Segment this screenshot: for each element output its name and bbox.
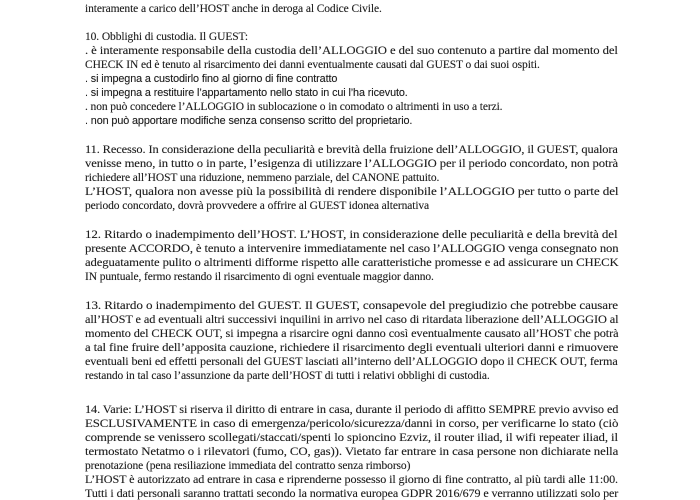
text-line: comprende se venissero scollegati/staccati/spenti lo spioncino Ezviz, il router iliad, il wifi repeater iliad, il — [85, 432, 618, 444]
bullet-line: . non può concedere l’ALLOGGIO in sublocazione o in comodato o altrimenti in uso a terzi. — [85, 101, 503, 113]
clause-14-varie — [85, 403, 618, 500]
intro-carryover-line: interamente a carico dell’HOST anche in deroga al Codice Civile. — [85, 3, 382, 15]
clause-10-obblighi-di-custodia — [85, 30, 618, 128]
text-line: L’HOST, qualora non avesse più la possibilità di rendere disponibile l’ALLOGGIO per tutto o parte del — [85, 186, 619, 198]
text-line: restando in tal caso l’assunzione da parte dell’HOST di tutti i relativi obblighi di custodia. — [85, 370, 490, 382]
clause-11-heading-line: 11. Recesso. In considerazione della peculiarità e brevità della fruizione dell’ALLOGGIO, il GUEST, qualora — [85, 144, 618, 156]
text-line: CHECK IN ed è tenuto al risarcimento dei danni eventualmente causati dal GUEST o dai suoi ospiti. — [85, 59, 540, 71]
bullet-line: . si impegna a custodirlo fino al giorno di fine contratto — [85, 73, 338, 85]
text-line: periodo concordato, dovrà provvedere a offrire al GUEST idonea alternativa — [85, 200, 430, 212]
clause-10-heading-line: 10. Obblighi di custodia. Il GUEST: — [85, 31, 248, 43]
clause-12-inadempimento-host — [85, 228, 618, 284]
clause-11-recesso — [85, 143, 618, 213]
text-line: adeguatamente pulito o altrimenti difforme rispetto alle caratteristiche promesse e ad assicurare un CHECK — [85, 257, 619, 269]
clause-13-heading-line: 13. Ritardo o inadempimento del GUEST. Il GUEST, consapevole del pregiudizio che potrebbe causare — [85, 300, 618, 312]
text-line: termostato Netatmo o i rilevatori (fumo, CO, gas)). Vietato far entrare in casa persone non dichiarate nella — [85, 446, 619, 458]
text-line: a tal fine fruire dell’apposita cauzione, richiedere il risarcimento degli eventuali ulteriori danni e rimuovere — [85, 342, 619, 354]
text-line: momento del CHECK OUT, si impegna a risarcire ogni danno così eventualmente causato all’HOST che potrà — [85, 328, 619, 340]
text-line: all’HOST e ad eventuali altri successivi inquilini in arrivo nel caso di ritardata liberazione dell’ALLOGGIO al — [85, 314, 619, 326]
clause-13-inadempimento-guest — [85, 299, 618, 383]
text-line: venisse meno, in tutto o in parte, l’esigenza di utilizzare l’ALLOGGIO per il periodo concordato, non potrà — [85, 158, 618, 170]
text-line: Tutti i dati personali saranno trattati secondo la normativa europea GDPR 2016/679 e verranno utilizzati solo per — [85, 488, 619, 500]
text-line: eventuali beni ed effetti personali del GUEST lasciati all’interno dell’ALLOGGIO dopo il CHECK OUT, ferma — [85, 356, 618, 368]
text-line: ESCLUSIVAMENTE in caso di emergenza/pericolo/sicurezza/danni in corso, per verificarne lo stato (ciò — [85, 418, 619, 430]
clause-12-heading-line: 12. Ritardo o inadempimento dell’HOST. L’HOST, in considerazione delle peculiarità e della brevità del — [85, 229, 618, 241]
clause-14-heading-line: 14. Varie: L’HOST si riserva il diritto di entrare in casa, durante il periodo di affitto SEMPRE previo avviso ed — [85, 404, 619, 416]
text-line: L’HOST è autorizzato ad entrare in casa e riprenderne possesso il giorno di fine contratto, al più tardi alle 11:00. — [85, 474, 618, 486]
text-line: richiedere all’HOST una riduzione, nemmeno parziale, del CANONE pattuito. — [85, 172, 440, 184]
text-line: prenotazione (pena resiliazione immediata del contratto senza rimborso) — [85, 460, 411, 472]
text-line: presente ACCORDO, è tenuto a intervenire immediatamente nel caso l’ALLOGGIO venga consegnato non — [85, 243, 619, 255]
bullet-line: . si impegna a restituire l’appartamento nello stato in cui l’ha ricevuto. — [85, 87, 408, 99]
text-line: IN puntuale, fermo restando il risarcimento di ogni eventuale maggior danno. — [85, 271, 434, 283]
bullet-line: . non può apportare modifiche senza consenso scritto del proprietario. — [85, 115, 413, 127]
text-line: . è interamente responsabile della custodia dell’ALLOGGIO e del suo contenuto a partire dal momento del — [85, 45, 618, 57]
